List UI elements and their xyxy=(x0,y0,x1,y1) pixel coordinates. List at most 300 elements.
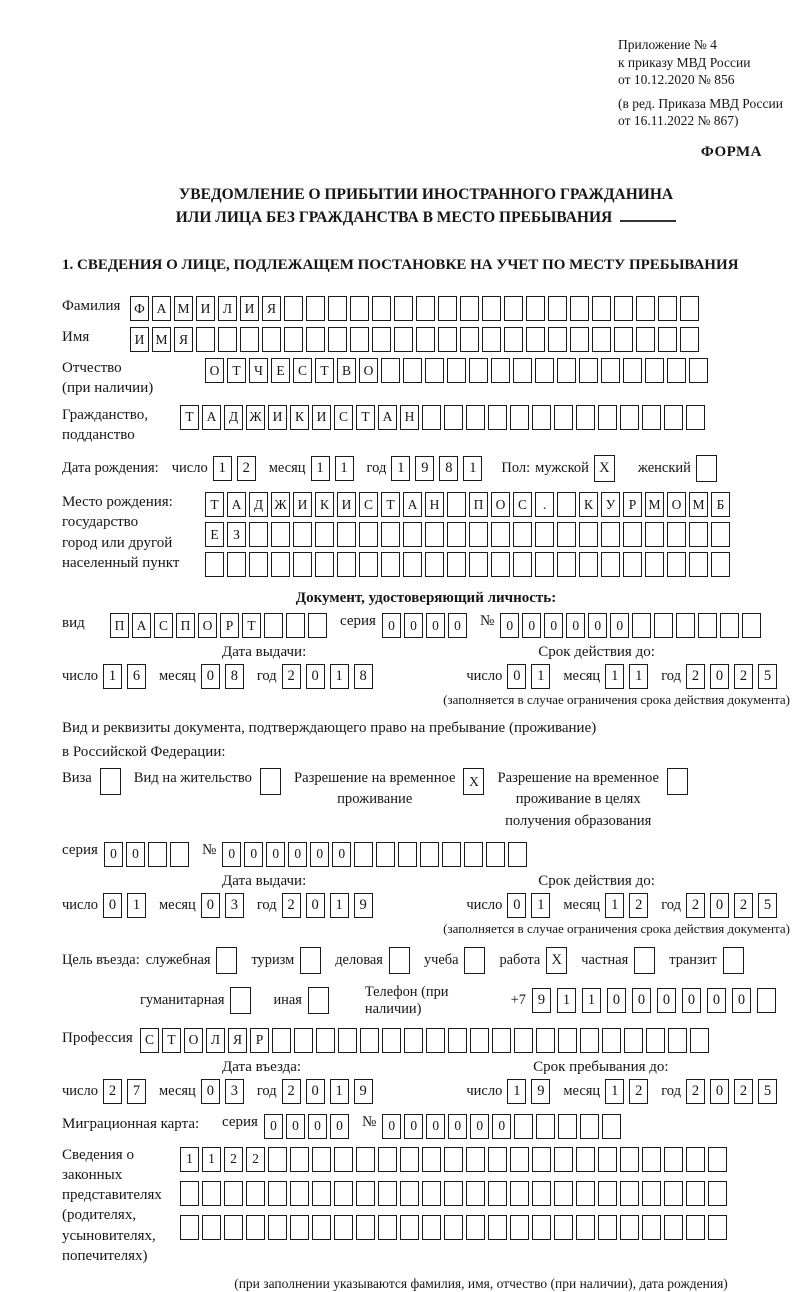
char-cell[interactable] xyxy=(381,358,400,383)
char-cell[interactable] xyxy=(645,358,664,383)
char-cell[interactable]: У xyxy=(601,492,620,517)
char-cell[interactable] xyxy=(686,405,705,430)
char-cell[interactable]: 0 xyxy=(332,842,351,867)
char-cell[interactable] xyxy=(290,1147,309,1172)
char-cell[interactable]: 1 xyxy=(629,664,648,689)
char-cell[interactable] xyxy=(658,327,677,352)
char-cell[interactable]: 9 xyxy=(354,1079,373,1104)
char-cell[interactable] xyxy=(667,358,686,383)
char-cell[interactable]: И xyxy=(268,405,287,430)
char-cell[interactable] xyxy=(554,1181,573,1206)
char-cell[interactable] xyxy=(646,1028,665,1053)
char-cell[interactable]: 1 xyxy=(103,664,122,689)
checkbox-cell[interactable] xyxy=(634,947,655,974)
char-cell[interactable] xyxy=(306,327,325,352)
char-cell[interactable]: 0 xyxy=(104,842,123,867)
char-cell[interactable] xyxy=(623,552,642,577)
char-cell[interactable] xyxy=(667,552,686,577)
char-cell[interactable] xyxy=(460,296,479,321)
char-cell[interactable]: 2 xyxy=(629,893,648,918)
checkbox-cell[interactable] xyxy=(260,768,281,795)
char-cell[interactable] xyxy=(466,405,485,430)
char-cell[interactable]: Ч xyxy=(249,358,268,383)
char-cell[interactable] xyxy=(602,1114,621,1139)
char-cell[interactable] xyxy=(262,327,281,352)
char-cell[interactable]: 2 xyxy=(282,664,301,689)
char-cell[interactable] xyxy=(394,327,413,352)
char-cell[interactable] xyxy=(576,1147,595,1172)
char-cell[interactable] xyxy=(444,405,463,430)
char-cell[interactable]: А xyxy=(227,492,246,517)
char-cell[interactable] xyxy=(532,1215,551,1240)
char-cell[interactable] xyxy=(469,522,488,547)
checkbox-cell[interactable] xyxy=(464,947,485,974)
char-cell[interactable]: 0 xyxy=(492,1114,511,1139)
char-cell[interactable] xyxy=(286,613,305,638)
char-cell[interactable] xyxy=(680,327,699,352)
char-cell[interactable]: 0 xyxy=(404,1114,423,1139)
char-cell[interactable] xyxy=(689,522,708,547)
char-cell[interactable] xyxy=(328,327,347,352)
char-cell[interactable]: И xyxy=(240,296,259,321)
char-cell[interactable] xyxy=(664,1215,683,1240)
char-cell[interactable] xyxy=(513,522,532,547)
char-cell[interactable]: О xyxy=(359,358,378,383)
char-cell[interactable]: С xyxy=(334,405,353,430)
char-cell[interactable]: 0 xyxy=(682,988,701,1013)
char-cell[interactable] xyxy=(464,842,483,867)
char-cell[interactable] xyxy=(664,1181,683,1206)
char-cell[interactable] xyxy=(422,1215,441,1240)
char-cell[interactable]: 1 xyxy=(335,456,354,481)
char-cell[interactable] xyxy=(708,1147,727,1172)
char-cell[interactable] xyxy=(315,522,334,547)
char-cell[interactable]: 0 xyxy=(404,613,423,638)
char-cell[interactable] xyxy=(470,1028,489,1053)
char-cell[interactable] xyxy=(442,842,461,867)
char-cell[interactable] xyxy=(394,296,413,321)
char-cell[interactable]: . xyxy=(535,492,554,517)
char-cell[interactable] xyxy=(272,1028,291,1053)
char-cell[interactable]: Т xyxy=(180,405,199,430)
char-cell[interactable] xyxy=(513,358,532,383)
char-cell[interactable] xyxy=(404,1028,423,1053)
char-cell[interactable]: 2 xyxy=(237,456,256,481)
char-cell[interactable] xyxy=(711,552,730,577)
checkbox-cell[interactable]: X xyxy=(463,768,484,795)
char-cell[interactable]: К xyxy=(579,492,598,517)
char-cell[interactable] xyxy=(532,1181,551,1206)
char-cell[interactable] xyxy=(334,1215,353,1240)
char-cell[interactable] xyxy=(654,613,673,638)
char-cell[interactable] xyxy=(624,1028,643,1053)
char-cell[interactable] xyxy=(491,358,510,383)
char-cell[interactable] xyxy=(350,327,369,352)
char-cell[interactable] xyxy=(532,405,551,430)
char-cell[interactable]: Р xyxy=(623,492,642,517)
char-cell[interactable] xyxy=(535,358,554,383)
char-cell[interactable]: 1 xyxy=(507,1079,526,1104)
char-cell[interactable] xyxy=(598,1147,617,1172)
checkbox-cell[interactable] xyxy=(100,768,121,795)
char-cell[interactable]: 0 xyxy=(566,613,585,638)
char-cell[interactable]: Я xyxy=(174,327,193,352)
char-cell[interactable] xyxy=(620,1181,639,1206)
char-cell[interactable] xyxy=(372,327,391,352)
char-cell[interactable] xyxy=(482,296,501,321)
char-cell[interactable] xyxy=(601,552,620,577)
char-cell[interactable] xyxy=(378,1147,397,1172)
char-cell[interactable] xyxy=(148,842,167,867)
char-cell[interactable] xyxy=(645,522,664,547)
char-cell[interactable]: 0 xyxy=(426,1114,445,1139)
char-cell[interactable]: М xyxy=(645,492,664,517)
char-cell[interactable] xyxy=(557,492,576,517)
char-cell[interactable]: 0 xyxy=(244,842,263,867)
char-cell[interactable] xyxy=(294,1028,313,1053)
char-cell[interactable]: 0 xyxy=(382,613,401,638)
char-cell[interactable]: 0 xyxy=(657,988,676,1013)
char-cell[interactable] xyxy=(698,613,717,638)
char-cell[interactable] xyxy=(632,613,651,638)
char-cell[interactable] xyxy=(535,552,554,577)
char-cell[interactable]: 9 xyxy=(354,893,373,918)
char-cell[interactable]: 2 xyxy=(734,893,753,918)
char-cell[interactable]: Л xyxy=(206,1028,225,1053)
char-cell[interactable]: 0 xyxy=(522,613,541,638)
char-cell[interactable] xyxy=(645,552,664,577)
char-cell[interactable]: Ж xyxy=(246,405,265,430)
char-cell[interactable]: 2 xyxy=(282,1079,301,1104)
char-cell[interactable]: К xyxy=(290,405,309,430)
char-cell[interactable] xyxy=(491,552,510,577)
char-cell[interactable] xyxy=(180,1181,199,1206)
char-cell[interactable] xyxy=(488,1147,507,1172)
char-cell[interactable] xyxy=(334,1181,353,1206)
char-cell[interactable]: Т xyxy=(205,492,224,517)
char-cell[interactable]: 0 xyxy=(266,842,285,867)
char-cell[interactable]: 0 xyxy=(632,988,651,1013)
char-cell[interactable] xyxy=(416,327,435,352)
char-cell[interactable] xyxy=(526,296,545,321)
char-cell[interactable] xyxy=(354,842,373,867)
char-cell[interactable] xyxy=(642,1147,661,1172)
checkbox-cell[interactable] xyxy=(696,455,717,482)
char-cell[interactable] xyxy=(268,1147,287,1172)
char-cell[interactable]: 3 xyxy=(225,1079,244,1104)
char-cell[interactable]: 0 xyxy=(448,1114,467,1139)
char-cell[interactable]: 1 xyxy=(605,664,624,689)
char-cell[interactable] xyxy=(426,1028,445,1053)
char-cell[interactable]: М xyxy=(174,296,193,321)
char-cell[interactable]: Д xyxy=(249,492,268,517)
char-cell[interactable] xyxy=(557,522,576,547)
char-cell[interactable]: 5 xyxy=(758,893,777,918)
char-cell[interactable]: 0 xyxy=(306,1079,325,1104)
char-cell[interactable] xyxy=(293,522,312,547)
char-cell[interactable]: Е xyxy=(271,358,290,383)
char-cell[interactable] xyxy=(249,552,268,577)
char-cell[interactable] xyxy=(510,1147,529,1172)
char-cell[interactable] xyxy=(623,522,642,547)
char-cell[interactable] xyxy=(202,1215,221,1240)
char-cell[interactable]: 2 xyxy=(246,1147,265,1172)
char-cell[interactable] xyxy=(438,327,457,352)
char-cell[interactable] xyxy=(334,1147,353,1172)
char-cell[interactable]: П xyxy=(469,492,488,517)
char-cell[interactable] xyxy=(689,552,708,577)
char-cell[interactable] xyxy=(711,522,730,547)
char-cell[interactable] xyxy=(378,1181,397,1206)
char-cell[interactable]: 0 xyxy=(507,664,526,689)
char-cell[interactable] xyxy=(642,1215,661,1240)
checkbox-cell[interactable] xyxy=(308,987,329,1014)
char-cell[interactable] xyxy=(548,296,567,321)
char-cell[interactable]: 0 xyxy=(448,613,467,638)
char-cell[interactable]: 0 xyxy=(103,893,122,918)
char-cell[interactable]: 1 xyxy=(311,456,330,481)
char-cell[interactable]: 1 xyxy=(531,893,550,918)
char-cell[interactable] xyxy=(403,552,422,577)
char-cell[interactable] xyxy=(240,327,259,352)
char-cell[interactable] xyxy=(508,842,527,867)
char-cell[interactable] xyxy=(290,1215,309,1240)
char-cell[interactable]: 0 xyxy=(607,988,626,1013)
char-cell[interactable]: 0 xyxy=(710,893,729,918)
char-cell[interactable] xyxy=(526,327,545,352)
char-cell[interactable] xyxy=(381,552,400,577)
char-cell[interactable]: 0 xyxy=(306,893,325,918)
char-cell[interactable]: С xyxy=(140,1028,159,1053)
char-cell[interactable]: А xyxy=(152,296,171,321)
char-cell[interactable]: 0 xyxy=(310,842,329,867)
char-cell[interactable] xyxy=(376,842,395,867)
char-cell[interactable] xyxy=(403,522,422,547)
char-cell[interactable] xyxy=(170,842,189,867)
char-cell[interactable]: 0 xyxy=(306,664,325,689)
char-cell[interactable] xyxy=(268,1181,287,1206)
char-cell[interactable]: 2 xyxy=(686,664,705,689)
char-cell[interactable] xyxy=(576,1181,595,1206)
char-cell[interactable] xyxy=(680,296,699,321)
char-cell[interactable] xyxy=(708,1215,727,1240)
char-cell[interactable] xyxy=(667,522,686,547)
char-cell[interactable] xyxy=(598,1181,617,1206)
char-cell[interactable]: 0 xyxy=(588,613,607,638)
char-cell[interactable] xyxy=(504,327,523,352)
char-cell[interactable] xyxy=(460,327,479,352)
char-cell[interactable] xyxy=(420,842,439,867)
char-cell[interactable] xyxy=(689,358,708,383)
char-cell[interactable] xyxy=(202,1181,221,1206)
char-cell[interactable] xyxy=(466,1181,485,1206)
char-cell[interactable] xyxy=(227,552,246,577)
char-cell[interactable]: А xyxy=(202,405,221,430)
char-cell[interactable] xyxy=(315,552,334,577)
char-cell[interactable] xyxy=(290,1181,309,1206)
char-cell[interactable]: З xyxy=(227,522,246,547)
char-cell[interactable]: С xyxy=(154,613,173,638)
char-cell[interactable] xyxy=(554,1147,573,1172)
char-cell[interactable] xyxy=(447,522,466,547)
char-cell[interactable] xyxy=(308,613,327,638)
char-cell[interactable] xyxy=(488,1181,507,1206)
char-cell[interactable] xyxy=(372,296,391,321)
char-cell[interactable] xyxy=(382,1028,401,1053)
char-cell[interactable]: Т xyxy=(162,1028,181,1053)
char-cell[interactable] xyxy=(271,552,290,577)
char-cell[interactable] xyxy=(350,296,369,321)
char-cell[interactable] xyxy=(359,552,378,577)
char-cell[interactable] xyxy=(448,1028,467,1053)
char-cell[interactable]: 1 xyxy=(330,1079,349,1104)
char-cell[interactable] xyxy=(636,296,655,321)
char-cell[interactable] xyxy=(360,1028,379,1053)
char-cell[interactable] xyxy=(636,327,655,352)
char-cell[interactable] xyxy=(306,296,325,321)
char-cell[interactable]: 9 xyxy=(415,456,434,481)
char-cell[interactable] xyxy=(686,1181,705,1206)
char-cell[interactable] xyxy=(623,358,642,383)
char-cell[interactable] xyxy=(579,358,598,383)
char-cell[interactable] xyxy=(554,405,573,430)
char-cell[interactable] xyxy=(536,1028,555,1053)
char-cell[interactable]: 0 xyxy=(710,664,729,689)
char-cell[interactable] xyxy=(205,552,224,577)
char-cell[interactable]: С xyxy=(513,492,532,517)
char-cell[interactable]: М xyxy=(152,327,171,352)
char-cell[interactable] xyxy=(576,405,595,430)
char-cell[interactable] xyxy=(554,1215,573,1240)
char-cell[interactable] xyxy=(356,1147,375,1172)
char-cell[interactable] xyxy=(602,1028,621,1053)
char-cell[interactable]: А xyxy=(132,613,151,638)
char-cell[interactable] xyxy=(570,327,589,352)
char-cell[interactable] xyxy=(642,1181,661,1206)
char-cell[interactable]: 6 xyxy=(127,664,146,689)
char-cell[interactable]: О xyxy=(667,492,686,517)
char-cell[interactable] xyxy=(514,1114,533,1139)
char-cell[interactable] xyxy=(686,1147,705,1172)
char-cell[interactable]: 1 xyxy=(463,456,482,481)
char-cell[interactable] xyxy=(532,1147,551,1172)
char-cell[interactable]: П xyxy=(110,613,129,638)
char-cell[interactable] xyxy=(592,327,611,352)
char-cell[interactable] xyxy=(469,358,488,383)
char-cell[interactable]: 2 xyxy=(629,1079,648,1104)
checkbox-cell[interactable]: X xyxy=(546,947,567,974)
char-cell[interactable] xyxy=(284,296,303,321)
char-cell[interactable] xyxy=(557,358,576,383)
char-cell[interactable] xyxy=(444,1147,463,1172)
char-cell[interactable] xyxy=(422,1147,441,1172)
char-cell[interactable]: 0 xyxy=(610,613,629,638)
char-cell[interactable] xyxy=(293,552,312,577)
char-cell[interactable] xyxy=(598,405,617,430)
char-cell[interactable]: Н xyxy=(425,492,444,517)
char-cell[interactable] xyxy=(510,405,529,430)
char-cell[interactable]: 0 xyxy=(288,842,307,867)
char-cell[interactable] xyxy=(469,552,488,577)
char-cell[interactable] xyxy=(381,522,400,547)
char-cell[interactable]: 2 xyxy=(734,664,753,689)
char-cell[interactable] xyxy=(378,1215,397,1240)
char-cell[interactable]: 9 xyxy=(531,1079,550,1104)
char-cell[interactable]: Р xyxy=(250,1028,269,1053)
char-cell[interactable] xyxy=(400,1215,419,1240)
char-cell[interactable] xyxy=(492,1028,511,1053)
char-cell[interactable] xyxy=(558,1114,577,1139)
char-cell[interactable] xyxy=(504,296,523,321)
char-cell[interactable]: В xyxy=(337,358,356,383)
char-cell[interactable]: 0 xyxy=(732,988,751,1013)
char-cell[interactable] xyxy=(658,296,677,321)
char-cell[interactable]: А xyxy=(378,405,397,430)
char-cell[interactable] xyxy=(576,1215,595,1240)
checkbox-cell[interactable] xyxy=(389,947,410,974)
char-cell[interactable]: Т xyxy=(242,613,261,638)
char-cell[interactable]: Т xyxy=(356,405,375,430)
char-cell[interactable]: Д xyxy=(224,405,243,430)
char-cell[interactable]: К xyxy=(315,492,334,517)
char-cell[interactable] xyxy=(312,1215,331,1240)
char-cell[interactable]: 1 xyxy=(605,1079,624,1104)
char-cell[interactable]: 0 xyxy=(710,1079,729,1104)
char-cell[interactable]: 8 xyxy=(225,664,244,689)
char-cell[interactable] xyxy=(601,522,620,547)
char-cell[interactable] xyxy=(558,1028,577,1053)
char-cell[interactable] xyxy=(664,405,683,430)
char-cell[interactable]: Т xyxy=(381,492,400,517)
char-cell[interactable]: 2 xyxy=(686,1079,705,1104)
char-cell[interactable]: Ф xyxy=(130,296,149,321)
char-cell[interactable]: С xyxy=(359,492,378,517)
char-cell[interactable] xyxy=(403,358,422,383)
char-cell[interactable] xyxy=(447,492,466,517)
char-cell[interactable] xyxy=(742,613,761,638)
char-cell[interactable] xyxy=(425,522,444,547)
char-cell[interactable] xyxy=(757,988,776,1013)
char-cell[interactable] xyxy=(488,1215,507,1240)
char-cell[interactable] xyxy=(196,327,215,352)
char-cell[interactable]: 2 xyxy=(224,1147,243,1172)
char-cell[interactable] xyxy=(482,327,501,352)
char-cell[interactable] xyxy=(356,1181,375,1206)
char-cell[interactable]: 1 xyxy=(213,456,232,481)
char-cell[interactable]: 1 xyxy=(180,1147,199,1172)
char-cell[interactable] xyxy=(514,1028,533,1053)
char-cell[interactable] xyxy=(271,522,290,547)
char-cell[interactable]: Я xyxy=(262,296,281,321)
char-cell[interactable]: 7 xyxy=(127,1079,146,1104)
char-cell[interactable] xyxy=(598,1215,617,1240)
char-cell[interactable] xyxy=(447,358,466,383)
char-cell[interactable] xyxy=(356,1215,375,1240)
char-cell[interactable]: 1 xyxy=(330,893,349,918)
char-cell[interactable] xyxy=(491,522,510,547)
char-cell[interactable]: 0 xyxy=(544,613,563,638)
char-cell[interactable]: 0 xyxy=(330,1114,349,1139)
char-cell[interactable] xyxy=(668,1028,687,1053)
char-cell[interactable]: 8 xyxy=(439,456,458,481)
char-cell[interactable]: 1 xyxy=(202,1147,221,1172)
checkbox-cell[interactable] xyxy=(667,768,688,795)
char-cell[interactable] xyxy=(570,296,589,321)
checkbox-cell[interactable] xyxy=(216,947,237,974)
char-cell[interactable] xyxy=(338,1028,357,1053)
char-cell[interactable]: П xyxy=(176,613,195,638)
char-cell[interactable] xyxy=(246,1215,265,1240)
